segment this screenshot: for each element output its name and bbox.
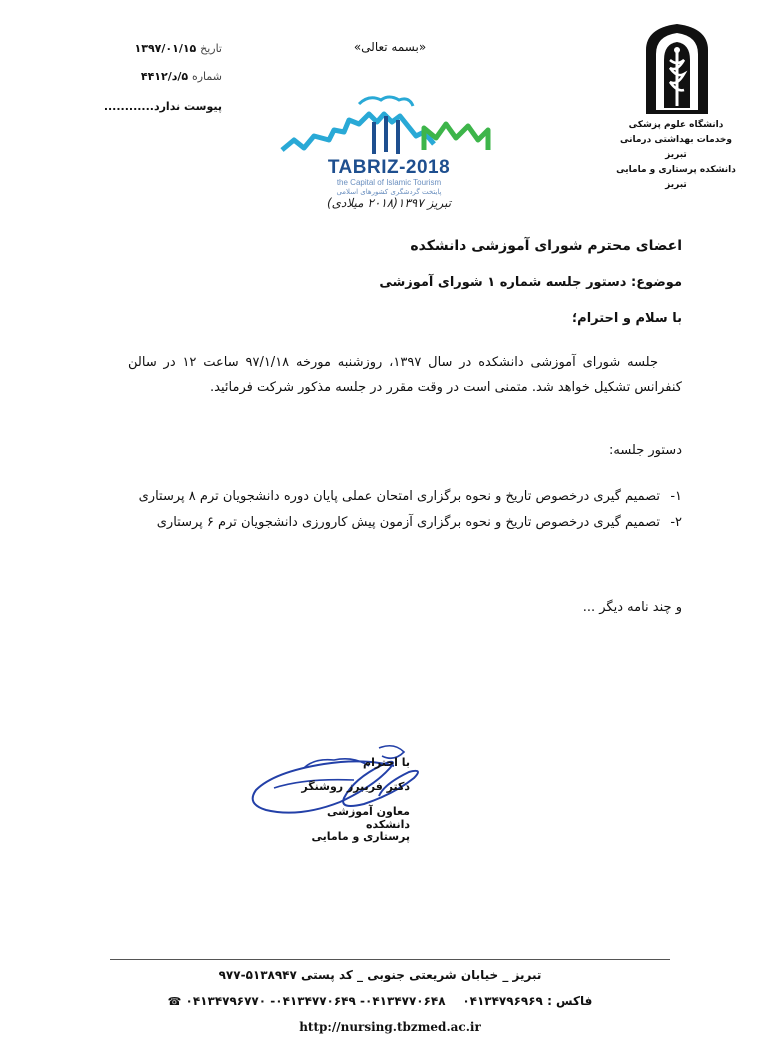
signature-title2: پرستاری و مامایی	[311, 830, 410, 843]
phone-icon: ☎	[167, 995, 182, 1008]
tabriz-subtitle-fa: پایتخت گردشگری کشورهای اسلامی	[336, 188, 442, 196]
signature-name: دکتر فریبرز روشنگر	[301, 780, 410, 793]
skyline-icon	[274, 92, 504, 162]
footer-fax: فاکس : ۰۴۱۳۴۷۹۶۹۶۹	[462, 994, 593, 1008]
date-label: تاریخ	[200, 42, 222, 55]
agenda-label: دستور جلسه:	[608, 443, 682, 458]
list-item-text: تصمیم گیری درخصوص تاریخ و نحوه برگزاری آزمون پیش کارورزی دانشجویان ترم ۶ پرستاری	[156, 515, 660, 530]
footer-url[interactable]: http://nursing.tbzmed.ac.ir	[299, 1020, 481, 1034]
number-line	[72, 70, 222, 83]
list-item-number: ۲-	[670, 515, 682, 530]
main-paragraph: جلسه شورای آموزشی دانشکده در سال ۱۳۹۷، روزشنبه مورخه ۹۷/۱/۱۸ ساعت ۱۲ در سالن کنفرانس تشکیل خواهد شد. متمنی است در وقت مقرر در جلسه مذکور شرکت فرمائید.	[128, 355, 682, 395]
tabriz-subtitle: the Capital of Islamic Tourism	[336, 178, 442, 187]
closing-note: و چند نامه دیگر ...	[582, 600, 682, 615]
university-emblem-icon	[642, 20, 712, 116]
university-name	[612, 118, 740, 193]
signature-title1: معاون آموزشی دانشکده	[327, 805, 410, 831]
recipient-heading: اعضای محترم شورای آموزشی دانشکده	[410, 238, 682, 254]
tabriz-2018-logo	[274, 92, 504, 222]
footer-address: تبریز _ خیابان شریعتی جنوبی _ کد پستی ۵۱۳۸۹۴۷-۹۷۷	[218, 968, 542, 982]
footer-phones: ۰۴۱۳۴۷۷۰۶۴۸- ۰۴۱۳۴۷۷۰۶۴۹- ۰۴۱۳۴۷۹۶۷۷۰	[185, 994, 446, 1008]
greeting: با سلام و احترام؛	[571, 311, 682, 326]
list-item-number: ۱-	[670, 489, 682, 504]
attachment-line: پیوست ندارد............	[103, 100, 222, 113]
footer-divider	[110, 959, 670, 960]
subject-line: موضوع: دستور جلسه شماره ۱ شورای آموزشی	[379, 275, 682, 290]
bismillah: «بسمه تعالی»	[353, 40, 427, 54]
date-line	[72, 42, 222, 55]
tabriz-year-caption: تبریز ۱۳۹۷(۲۰۱۸ میلادی)	[326, 196, 452, 210]
tabriz-title: TABRIZ-2018	[327, 157, 451, 178]
list-item	[128, 510, 682, 536]
agenda-list	[128, 484, 682, 536]
date-value: ۱۳۹۷/۰۱/۱۵	[134, 42, 197, 55]
university-line1: دانشگاه علوم پزشکی	[628, 120, 724, 130]
university-line2: وخدمات بهداشتی درمانی تبریز	[619, 135, 732, 160]
list-item-text: تصمیم گیری درخصوص تاریخ و نحوه برگزاری امتحان عملی پایان دوره دانشجویان ترم ۸ پرستاری	[138, 489, 660, 504]
list-item	[128, 484, 682, 510]
number-value: ۵/د/۴۴۱۲	[140, 70, 189, 83]
number-label: شماره	[191, 70, 222, 83]
footer-contact	[110, 994, 650, 1008]
signature-regards: با احترام	[363, 756, 410, 769]
university-line3: دانشکده پرستاری و مامایی تبریز	[616, 165, 736, 190]
